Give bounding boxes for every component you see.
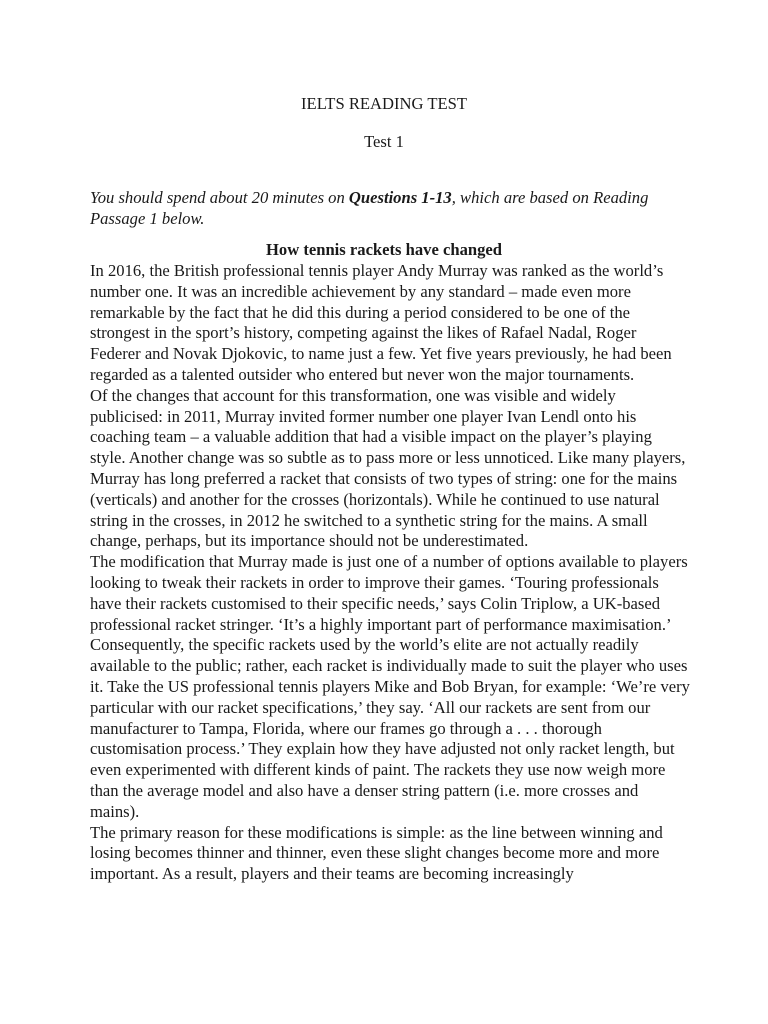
passage-paragraph: Of the changes that account for this transformation, one was visible and widely publicised: in 2011, Murray invited former number one player Ivan Lendl onto his coaching team – a valuable addition that had a visible impact on the player’s playing style. Another change was so subtle as to pass more or less unnoticed. Like many players, Murray has long preferred a racket that consists of two types of string: one for the mains (verticals) and another for the crosses (horizontals). While he continued to use natural string in the crosses, in 2012 he switched to a synthetic string for the mains. A small change, perhaps, but its importance should not be underestimated. [90,385,686,551]
passage-body [90,261,690,885]
instructions-suffix: , which are based on Reading Passage 1 below. [90,188,649,228]
passage-paragraph: In 2016, the British professional tennis player Andy Murray was ranked as the world’s number one. It was an incredible achievement by any standard – made even more remarkable by the fact that he did this during a period considered to be one of the strongest in the sport’s history, competing against the likes of Rafael Nadal, Roger Federer and Novak Djokovic, to name just a few. Yet five years previously, he had been regarded as a talented outsider who entered but never won the major tournaments. [90,261,672,384]
instructions-questions: Questions 1-13 [348,188,452,207]
instructions-text [90,188,690,230]
page-subtitle: Test 1 [364,132,404,151]
passage-title: How tennis rackets have changed [266,240,502,259]
page-title: IELTS READING TEST [301,94,467,113]
passage-paragraph: The modification that Murray made is just one of a number of options available to players looking to tweak their rackets in order to improve their games. ‘Touring professionals have their rackets customised to their specific needs,’ says Colin Triplow, a UK-based professional racket stringer. ‘It’s a highly important part of performance maximisation.’ Consequently, the specific rackets used by the world’s elite are not actually readily available to the public; rather, each racket is individually made to suit the player who uses it. Take the US professional tennis players Mike and Bob Bryan, for example: ‘We’re very particular with our racket specifications,’ they say. ‘All our rackets are sent from our manufacturer to Tampa, Florida, where our frames go through a . . . thorough customisation process.’ They explain how they have adjusted not only racket length, but even experimented with different kinds of paint. The rackets they use now weigh more than the average model and also have a denser string pattern (i.e. more crosses and mains). [90,552,690,821]
instructions-prefix: You should spend about 20 minutes on [90,188,349,207]
passage-paragraph: The primary reason for these modifications is simple: as the line between winning and losing becomes thinner and thinner, even these slight changes become more and more important. As a result, players and their teams are becoming increasingly [90,822,663,884]
